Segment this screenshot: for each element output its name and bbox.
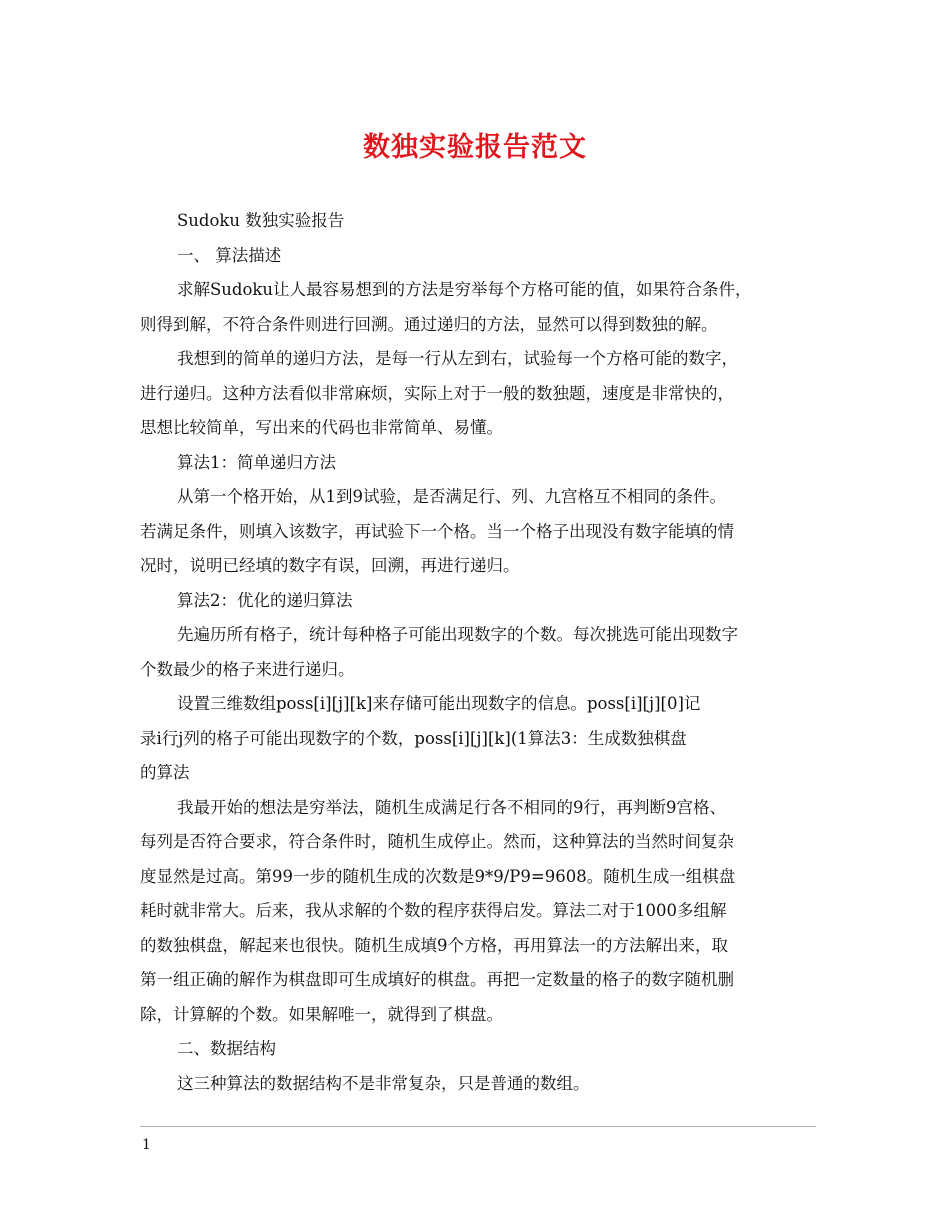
text-line: 若满足条件，则填入该数字，再试验下一个格。当一个格子出现没有数字能填的情 bbox=[140, 521, 734, 541]
text-line: 二、数据结构 bbox=[177, 1039, 276, 1058]
text-line: 则得到解，不符合条件则进行回溯。通过递归的方法，显然可以得到数独的解。 bbox=[140, 314, 718, 334]
footer-divider bbox=[140, 1126, 816, 1127]
page-number: 1 bbox=[142, 1137, 151, 1153]
text-line: Sudoku 数独实验报告 bbox=[177, 211, 345, 230]
text-line: 的数独棋盘，解起来也很快。随机生成填9个方格，再用算法一的方法解出来，取 bbox=[140, 935, 728, 955]
text-line: 算法2：优化的递归算法 bbox=[177, 590, 353, 610]
text-line: 思想比较简单，写出来的代码也非常简单、易懂。 bbox=[140, 418, 503, 437]
text-line: 的算法 bbox=[140, 763, 190, 782]
text-line: 求解Sudoku让人最容易想到的方法是穷举每个方格可能的值，如果符合条件， bbox=[177, 280, 752, 299]
page-title: 数独实验报告范文 bbox=[363, 132, 587, 163]
text-line: 我最开始的想法是穷举法，随机生成满足行各不相同的9行，再判断9宫格、 bbox=[177, 797, 726, 817]
text-line: 除，计算解的个数。如果解唯一，就得到了棋盘。 bbox=[140, 1004, 503, 1024]
text-line: 度显然是过高。第99一步的随机生成的次数是9*9/P9=9608。随机生成一组棋盘 bbox=[140, 866, 736, 886]
text-line: 从第一个格开始，从1到9试验，是否满足行、列、九宫格互不相同的条件。 bbox=[177, 487, 726, 506]
text-line: 这三种算法的数据结构不是非常复杂，只是普通的数组。 bbox=[177, 1073, 590, 1093]
document-body bbox=[140, 204, 820, 1101]
text-line: 每列是否符合要求，符合条件时，随机生成停止。然而，这种算法的当然时间复杂 bbox=[140, 832, 734, 851]
text-line: 进行递归。这种方法看似非常麻烦，实际上对于一般的数独题，速度是非常快的， bbox=[140, 383, 734, 403]
text-line: 我想到的简单的递归方法，是每一行从左到右，试验每一个方格可能的数字， bbox=[177, 349, 738, 368]
text-line: 先遍历所有格子，统计每种格子可能出现数字的个数。每次挑选可能出现数字 bbox=[177, 625, 738, 644]
text-line: 耗时就非常大。后来，我从求解的个数的程序获得启发。算法二对于1000多组解 bbox=[140, 901, 727, 920]
text-line: 算法1：简单递归方法 bbox=[177, 452, 336, 472]
text-line: 一、 算法描述 bbox=[177, 245, 282, 265]
text-line: 设置三维数组poss[i][j][k]来存储可能出现数字的信息。poss[i][j][0]记 bbox=[177, 694, 701, 713]
text-line: 个数最少的格子来进行递归。 bbox=[140, 659, 355, 679]
text-line: 况时，说明已经填的数字有误，回溯，再进行递归。 bbox=[140, 556, 520, 575]
text-line: 录i行j列的格子可能出现数字的个数，poss[i][j][k](1算法3：生成数独棋盘 bbox=[140, 728, 687, 748]
text-line: 第一组正确的解作为棋盘即可生成填好的棋盘。再把一定数量的格子的数字随机删 bbox=[140, 970, 734, 989]
